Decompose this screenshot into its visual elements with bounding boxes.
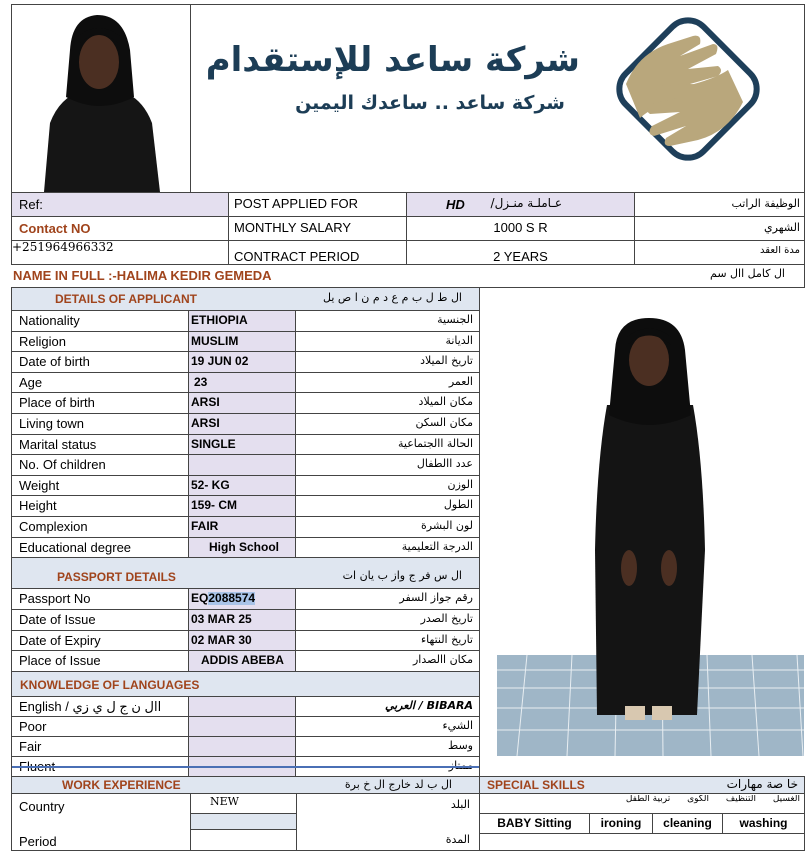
language-level-cell: [189, 737, 295, 756]
passport-number-prefix: EQ: [191, 592, 209, 605]
skill-washing: washing: [739, 817, 788, 830]
details-label: Date of birth: [19, 355, 90, 369]
applicant-full-body-photo: [497, 310, 804, 756]
details-value: FAIR: [191, 520, 219, 533]
company-name: شركة ساعد للإستقدام: [205, 40, 580, 80]
passport-label: Date of Issue: [19, 613, 96, 627]
details-title: DETAILS OF APPLICANT: [55, 292, 197, 306]
full-name: NAME IN FULL :-HALIMA KEDIR GEMEDA: [13, 269, 272, 283]
language-blue-rule: [12, 766, 479, 768]
language-right: BIBARA / العربي: [384, 700, 473, 712]
passport-number: [191, 592, 295, 607]
details-arabic: الجنسية: [437, 314, 473, 326]
details-label: Complexion: [19, 520, 88, 534]
skills-subheads: [550, 795, 800, 809]
details-value: ARSI: [191, 417, 220, 430]
details-arabic: الدرجة التعليمية: [401, 541, 473, 553]
details-label: Religion: [19, 335, 66, 349]
details-value: 52- KG: [191, 479, 230, 492]
details-label: No. Of children: [19, 458, 106, 472]
salary-label-arabic: الشهري: [764, 222, 800, 234]
skill-subhead-cleaning: التنظيف: [725, 795, 756, 804]
period-arabic: المدة: [445, 834, 470, 846]
skill-subhead-washing: الغسيل: [772, 795, 800, 804]
details-value: ARSI: [191, 396, 220, 409]
language-level-cell: [189, 697, 295, 716]
skill-subhead-ironing: الكوى: [687, 795, 709, 804]
language-label: English / اال ن ج ل ي زي: [19, 700, 162, 714]
details-arabic: الحالة االجتماعية: [398, 438, 473, 450]
language-label: Poor: [19, 720, 47, 734]
details-value: MUSLIM: [191, 335, 239, 348]
post-label-arabic: الوظيفة الراتب: [731, 198, 800, 210]
passport-label: Date of Expiry: [19, 634, 101, 648]
details-value: SINGLE: [191, 438, 236, 451]
passport-title: PASSPORT DETAILS: [57, 570, 176, 584]
period-label: Period: [19, 835, 57, 849]
ref-label: Ref:: [19, 197, 43, 212]
passport-arabic: رقم جواز السفر: [399, 592, 473, 604]
contract-period-label: CONTRACT PERIOD: [234, 250, 360, 264]
work-country-value-cell: [190, 813, 296, 829]
skills-header: [480, 777, 804, 793]
passport-value: 03 MAR 25: [191, 613, 252, 626]
languages-title: KNOWLEDGE OF LANGUAGES: [20, 678, 200, 692]
details-value: 159- CM: [191, 499, 238, 512]
contract-value: 2 YEARS: [493, 250, 548, 264]
passport-label: Passport No: [19, 592, 91, 606]
skill-ironing: ironing: [600, 817, 642, 830]
details-label: Educational degree: [19, 541, 132, 555]
details-label: Age: [19, 376, 43, 390]
company-slogan: شركة ساعد .. ساعدك اليمين: [295, 92, 565, 114]
skill-baby-sitting: BABY Sitting: [497, 817, 572, 830]
post-applied-label: POST APPLIED FOR: [234, 197, 359, 211]
details-arabic: مكان الميلاد: [418, 396, 473, 408]
work-title-arabic: ال ب لد خارج ال خ برة: [344, 778, 452, 791]
details-header: [12, 288, 479, 310]
language-right: الشيء: [442, 720, 473, 732]
passport-value: 02 MAR 30: [191, 634, 252, 647]
salary-value: 1000 S R: [493, 221, 548, 235]
details-arabic: تاريخ الميلاد: [420, 355, 473, 367]
passport-value: ADDIS ABEBA: [201, 654, 284, 667]
details-label: Height: [19, 499, 57, 513]
language-level-cell: [189, 717, 295, 736]
details-label: Marital status: [19, 438, 97, 452]
language-label: Fair: [19, 740, 42, 754]
details-arabic: لون البشرة: [421, 520, 473, 532]
languages-header: [12, 672, 479, 696]
details-arabic: الديانة: [445, 335, 473, 347]
details-label: Nationality: [19, 314, 80, 328]
details-arabic: مكان السكن: [415, 417, 473, 429]
skill-subhead-baby: تربية الطفل: [625, 795, 671, 804]
skill-cleaning: cleaning: [663, 817, 712, 830]
post-value: HD: [446, 197, 465, 212]
details-title-arabic: ال ط ل ب م ع د م ن ا ص يل: [323, 291, 462, 304]
country-value: NEW: [210, 796, 239, 808]
details-label: Place of birth: [19, 396, 95, 410]
passport-arabic: مكان االصدار: [412, 654, 473, 666]
passport-arabic: تاريخ النتهاء: [420, 634, 473, 646]
country-label: Country: [19, 800, 65, 814]
details-arabic: العمر: [448, 376, 473, 388]
phone-number: +251964966332: [12, 241, 114, 254]
post-value-cell: [407, 193, 634, 216]
language-right: وسط: [448, 740, 473, 752]
details-arabic: الوزن: [447, 479, 473, 491]
country-arabic: البلد: [450, 799, 470, 811]
details-label: Living town: [19, 417, 85, 431]
passport-header: [12, 558, 479, 588]
photo-divider: [190, 4, 191, 192]
details-value: 19 JUN 02: [191, 355, 249, 368]
details-arabic: الطول: [443, 499, 473, 511]
details-label: Weight: [19, 479, 60, 493]
monthly-salary-label: MONTHLY SALARY: [234, 221, 352, 235]
contact-label: Contact NO: [19, 221, 91, 236]
work-title: WORK EXPERIENCE: [62, 778, 181, 792]
work-header: [12, 777, 479, 793]
company-logo: [598, 14, 768, 174]
applicant-headshot-photo: [12, 5, 190, 192]
contact-label-cell: [12, 217, 228, 240]
details-arabic: عدد االطفال: [416, 458, 473, 470]
contract-label-arabic: مدة العقد: [760, 246, 800, 256]
details-value: 23: [194, 376, 208, 389]
skills-title-arabic: خا صة مهارات: [726, 777, 798, 791]
details-value: ETHIOPIA: [191, 314, 248, 327]
details-value: [191, 458, 295, 473]
passport-label: Place of Issue: [19, 654, 101, 668]
skills-title: SPECIAL SKILLS: [487, 778, 585, 792]
passport-arabic: تاريخ الصدر: [420, 613, 473, 625]
passport-number-highlight: 2088574: [208, 592, 256, 605]
top-right-border: [804, 4, 805, 192]
post-value-arabic: عـاملـة منـزل/: [490, 196, 562, 210]
passport-title-arabic: ال س فر ج واز ب يان ات: [342, 569, 462, 582]
ref-label-cell: [12, 193, 228, 216]
details-value: High School: [209, 541, 279, 554]
full-name-arabic: ال كامل اال سم: [710, 268, 785, 280]
